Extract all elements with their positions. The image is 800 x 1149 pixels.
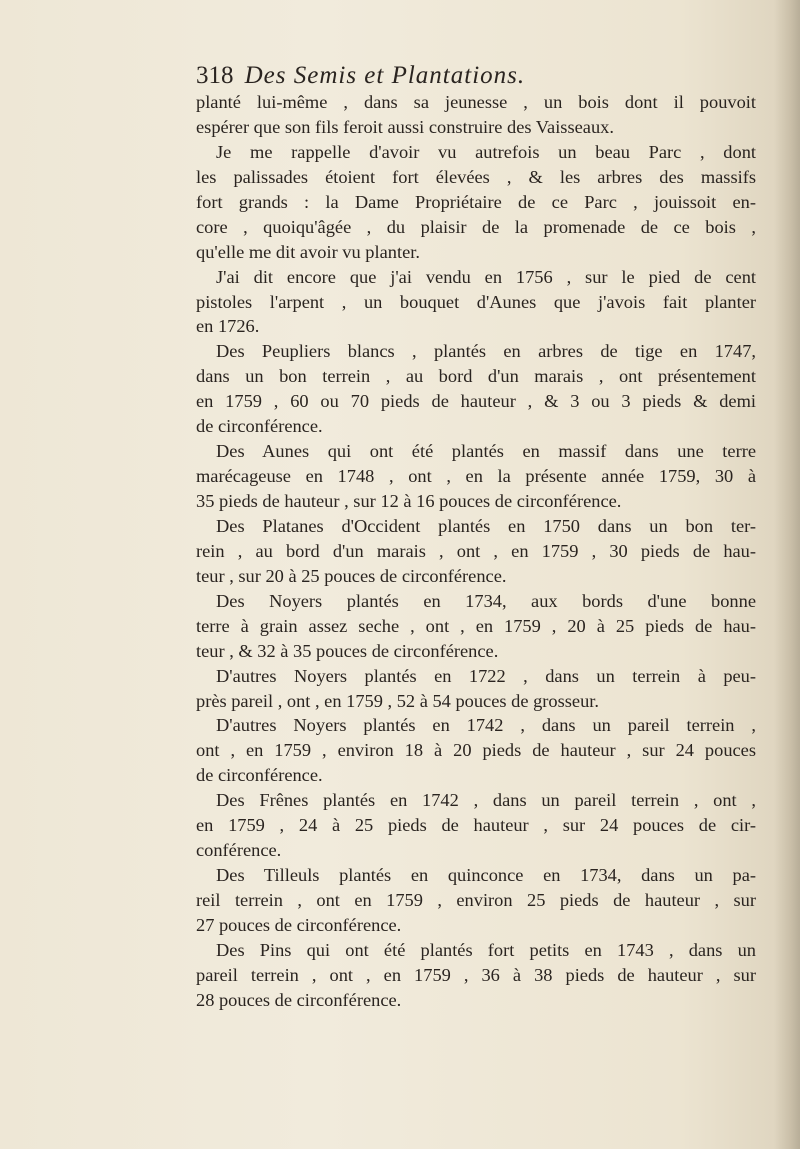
text-line: ont , en 1759 , environ 18 à 20 pieds de hauteur , sur 24 pouces: [196, 740, 756, 761]
text-line: Des Platanes d'Occident plantés en 1750 dans un bon ter-: [216, 515, 756, 536]
text-line: J'ai dit encore que j'ai vendu en 1756 , sur le pied de cent: [216, 266, 756, 287]
text-line: Des Frênes plantés en 1742 , dans un pareil terrein , ont ,: [216, 790, 756, 811]
text-line: 28 pouces de circonférence.: [196, 989, 402, 1010]
text-line: conférence.: [196, 840, 282, 861]
text-line: dans un bon terrein , au bord d'un marais , ont présentement: [196, 366, 756, 387]
text-line: en 1759 , 24 à 25 pieds de hauteur , sur 24 pouces de cir-: [196, 815, 756, 836]
text-line: en 1759 , 60 ou 70 pieds de hauteur , & 3 ou 3 pieds & demi: [196, 391, 756, 412]
text-line: pareil terrein , ont , en 1759 , 36 à 38 pieds de hauteur , sur: [196, 964, 756, 985]
text-line: qu'elle me dit avoir vu planter.: [196, 241, 420, 262]
text-line: core , quoiqu'âgée , du plaisir de la promenade de ce bois ,: [196, 216, 756, 237]
text-line: Des Pins qui ont été plantés fort petits en 1743 , dans un: [216, 939, 756, 960]
text-line: en 1726.: [196, 316, 260, 337]
text-line: 35 pieds de hauteur , sur 12 à 16 pouces de circonférence.: [196, 491, 622, 511]
text-line: teur , sur 20 à 25 pouces de circonférence.: [196, 565, 507, 586]
text-line: planté lui-même , dans sa jeunesse , un bois dont il pouvoit: [196, 92, 756, 112]
text-line: 27 pouces de circonférence.: [196, 914, 402, 935]
text-line: espérer que son fils feroit aussi construire des Vaisseaux.: [196, 116, 614, 137]
text-line: reil terrein , ont en 1759 , environ 25 pieds de hauteur , sur: [196, 890, 756, 910]
text-line: terre à grain assez seche , ont , en 1759 , 20 à 25 pieds de hau-: [196, 615, 756, 636]
text-line: Je me rappelle d'avoir vu autrefois un beau Parc , dont: [216, 141, 756, 162]
text-line: marécageuse en 1748 , ont , en la présente année 1759, 30 à: [196, 466, 756, 487]
text-line: D'autres Noyers plantés en 1722 , dans un terrein à peu-: [216, 665, 756, 686]
page-edge-shadow: [774, 0, 800, 1149]
text-line: D'autres Noyers plantés en 1742 , dans un pareil terrein ,: [216, 715, 756, 736]
text-line: pistoles l'arpent , un bouquet d'Aunes que j'avois fait planter: [196, 291, 756, 312]
body-text: [196, 90, 756, 1013]
text-line: Des Noyers plantés en 1734, aux bords d'une bonne: [216, 590, 756, 611]
text-line: teur , & 32 à 35 pouces de circonférence.: [196, 640, 499, 661]
text-line: Des Tilleuls plantés en quinconce en 1734, dans un pa-: [216, 865, 756, 886]
text-line: de circonférence.: [196, 416, 323, 437]
page-number: 318: [196, 62, 234, 89]
text-line: Des Aunes qui ont été plantés en massif dans une terre: [216, 441, 756, 462]
text-line: les palissades étoient fort élevées , & les arbres des massifs: [196, 166, 756, 187]
running-title: Des Semis et Plantations.: [244, 62, 526, 89]
text-line: de circonférence.: [196, 765, 323, 786]
text-line: Des Peupliers blancs , plantés en arbres de tige en 1747,: [216, 341, 756, 362]
text-line: fort grands : la Dame Propriétaire de ce Parc , jouissoit en-: [196, 191, 756, 212]
text-line: près pareil , ont , en 1759 , 52 à 54 pouces de grosseur.: [196, 690, 599, 711]
text-line: rein , au bord d'un marais , ont , en 1759 , 30 pieds de hau-: [196, 540, 756, 561]
